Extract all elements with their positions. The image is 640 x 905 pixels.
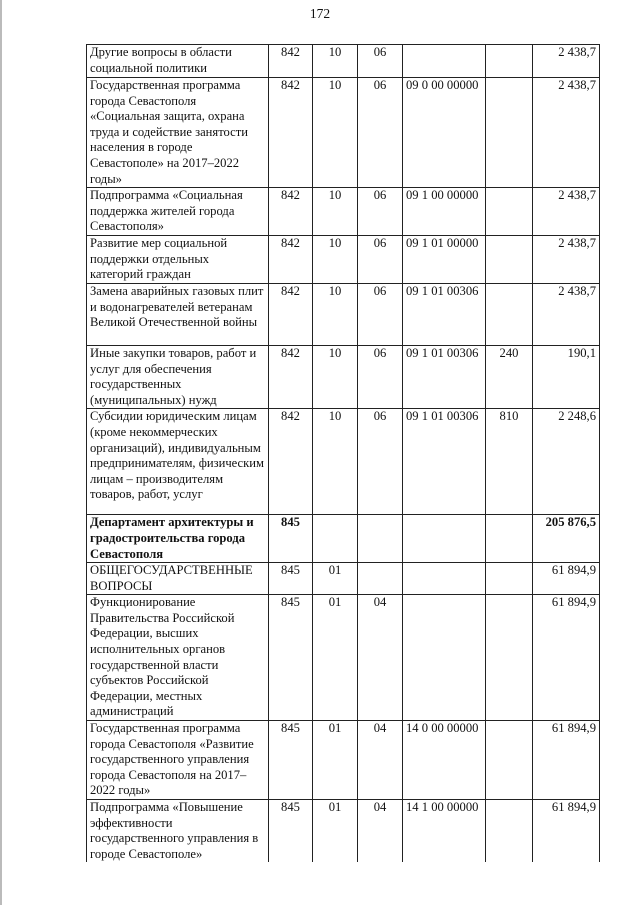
table-row bbox=[87, 345, 600, 408]
row-amount: 2 438,7 bbox=[533, 78, 600, 188]
row-expense-type bbox=[486, 45, 533, 78]
row-target-article: 14 0 00 00000 bbox=[403, 721, 486, 800]
row-expense-type bbox=[486, 595, 533, 721]
row-target-article bbox=[403, 45, 486, 78]
row-ministry-code: 842 bbox=[269, 188, 313, 236]
row-expense-type bbox=[486, 721, 533, 800]
row-subsection-code: 06 bbox=[358, 283, 403, 345]
budget-table-body bbox=[87, 45, 600, 863]
row-amount: 2 438,7 bbox=[533, 188, 600, 236]
row-ministry-code: 845 bbox=[269, 563, 313, 595]
row-name: Замена аварийных газовых плит и водонагревателей ветеранам Великой Отечественной войны bbox=[87, 283, 269, 345]
row-amount: 61 894,9 bbox=[533, 800, 600, 863]
row-expense-type bbox=[486, 236, 533, 284]
row-subsection-code: 06 bbox=[358, 45, 403, 78]
row-ministry-code: 842 bbox=[269, 236, 313, 284]
table-row bbox=[87, 563, 600, 595]
row-section-code: 10 bbox=[313, 45, 358, 78]
row-amount: 2 438,7 bbox=[533, 283, 600, 345]
row-section-code: 10 bbox=[313, 188, 358, 236]
table-row bbox=[87, 236, 600, 284]
row-ministry-code: 845 bbox=[269, 721, 313, 800]
row-name: Подпрограмма «Социальная поддержка жителей города Севастополя» bbox=[87, 188, 269, 236]
table-row bbox=[87, 78, 600, 188]
table-row bbox=[87, 409, 600, 515]
row-ministry-code: 845 bbox=[269, 800, 313, 863]
row-subsection-code bbox=[358, 563, 403, 595]
row-ministry-code: 842 bbox=[269, 45, 313, 78]
table-row bbox=[87, 800, 600, 863]
row-target-article: 09 0 00 00000 bbox=[403, 78, 486, 188]
row-expense-type bbox=[486, 188, 533, 236]
row-amount: 61 894,9 bbox=[533, 721, 600, 800]
row-target-article: 14 1 00 00000 bbox=[403, 800, 486, 863]
row-expense-type bbox=[486, 563, 533, 595]
page-edge bbox=[0, 0, 2, 905]
row-amount: 61 894,9 bbox=[533, 595, 600, 721]
row-expense-type: 810 bbox=[486, 409, 533, 515]
budget-table bbox=[86, 44, 600, 862]
row-amount: 2 248,6 bbox=[533, 409, 600, 515]
row-amount: 2 438,7 bbox=[533, 45, 600, 78]
row-subsection-code: 06 bbox=[358, 345, 403, 408]
row-subsection-code: 06 bbox=[358, 236, 403, 284]
row-name: ОБЩЕГОСУДАРСТВЕННЫЕ ВОПРОСЫ bbox=[87, 563, 269, 595]
row-name: Государственная программа города Севастополя «Социальная защита, охрана труда и содействие занятости населения в городе Севастополе» на 2017–2022 годы» bbox=[87, 78, 269, 188]
row-subsection-code: 04 bbox=[358, 800, 403, 863]
row-section-code bbox=[313, 515, 358, 563]
row-section-code: 10 bbox=[313, 236, 358, 284]
row-section-code: 10 bbox=[313, 78, 358, 188]
row-subsection-code: 06 bbox=[358, 409, 403, 515]
row-section-code: 10 bbox=[313, 409, 358, 515]
row-amount: 61 894,9 bbox=[533, 563, 600, 595]
row-expense-type: 240 bbox=[486, 345, 533, 408]
row-subsection-code bbox=[358, 515, 403, 563]
row-amount: 190,1 bbox=[533, 345, 600, 408]
row-name: Государственная программа города Севастополя «Развитие государственного управления города Севастополя на 2017–2022 годы» bbox=[87, 721, 269, 800]
row-subsection-code: 06 bbox=[358, 188, 403, 236]
page-number: 172 bbox=[309, 6, 331, 21]
row-name: Иные закупки товаров, работ и услуг для обеспечения государственных (муниципальных) нужд bbox=[87, 345, 269, 408]
table-row bbox=[87, 45, 600, 78]
table-row bbox=[87, 188, 600, 236]
row-subsection-code: 04 bbox=[358, 595, 403, 721]
row-ministry-code: 842 bbox=[269, 78, 313, 188]
row-section-code: 01 bbox=[313, 563, 358, 595]
row-expense-type bbox=[486, 515, 533, 563]
row-name: Департамент архитектуры и градостроительства города Севастополя bbox=[87, 515, 269, 563]
row-name: Подпрограмма «Повышение эффективности государственного управления в городе Севастополе» bbox=[87, 800, 269, 863]
row-ministry-code: 842 bbox=[269, 409, 313, 515]
row-section-code: 01 bbox=[313, 800, 358, 863]
row-name: Функционирование Правительства Российской Федерации, высших исполнительных органов государственной власти субъектов Российской Федерации, местных администраций bbox=[87, 595, 269, 721]
row-subsection-code: 06 bbox=[358, 78, 403, 188]
table-row bbox=[87, 515, 600, 563]
row-expense-type bbox=[486, 78, 533, 188]
row-expense-type bbox=[486, 283, 533, 345]
row-target-article: 09 1 01 00306 bbox=[403, 283, 486, 345]
row-target-article: 09 1 01 00000 bbox=[403, 236, 486, 284]
row-subsection-code: 04 bbox=[358, 721, 403, 800]
table-row bbox=[87, 721, 600, 800]
row-amount: 205 876,5 bbox=[533, 515, 600, 563]
row-target-article bbox=[403, 515, 486, 563]
table-row bbox=[87, 283, 600, 345]
row-name: Субсидии юридическим лицам (кроме некоммерческих организаций), индивидуальным предпринимателям, физическим лицам – производителям товаров, работ, услуг bbox=[87, 409, 269, 515]
row-target-article: 09 1 00 00000 bbox=[403, 188, 486, 236]
row-name: Другие вопросы в области социальной политики bbox=[87, 45, 269, 78]
row-amount: 2 438,7 bbox=[533, 236, 600, 284]
row-section-code: 10 bbox=[313, 345, 358, 408]
row-ministry-code: 842 bbox=[269, 345, 313, 408]
row-ministry-code: 842 bbox=[269, 283, 313, 345]
row-target-article: 09 1 01 00306 bbox=[403, 345, 486, 408]
table-row bbox=[87, 595, 600, 721]
row-ministry-code: 845 bbox=[269, 515, 313, 563]
row-section-code: 01 bbox=[313, 595, 358, 721]
row-name: Развитие мер социальной поддержки отдельных категорий граждан bbox=[87, 236, 269, 284]
row-section-code: 10 bbox=[313, 283, 358, 345]
row-ministry-code: 845 bbox=[269, 595, 313, 721]
row-target-article bbox=[403, 563, 486, 595]
row-expense-type bbox=[486, 800, 533, 863]
row-target-article: 09 1 01 00306 bbox=[403, 409, 486, 515]
row-target-article bbox=[403, 595, 486, 721]
row-section-code: 01 bbox=[313, 721, 358, 800]
